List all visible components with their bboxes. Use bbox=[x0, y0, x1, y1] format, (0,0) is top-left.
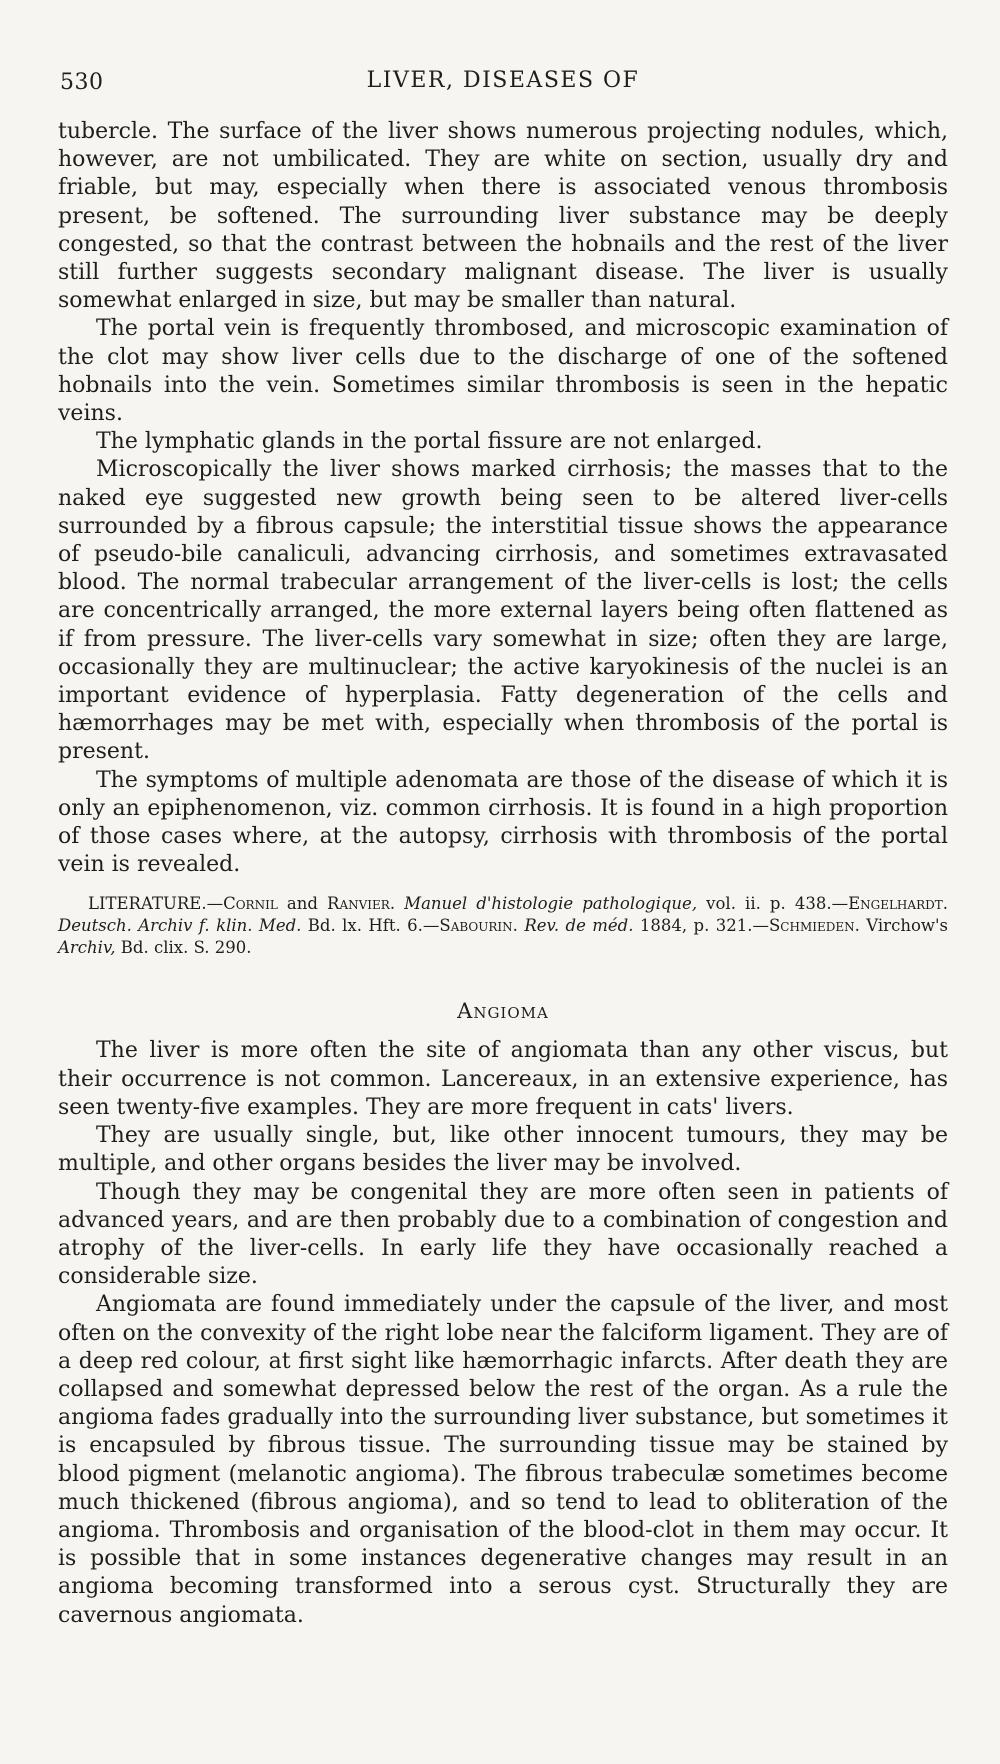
section-angioma bbox=[58, 1037, 948, 1629]
reference-work: Rev. de méd. bbox=[524, 916, 634, 936]
reference-work: Archiv, bbox=[58, 938, 116, 958]
running-head bbox=[58, 64, 948, 104]
paragraph: The symptoms of multiple adenomata are those of the disease of which it is only an epiphenomenon, viz. common cirrhosis. It is found in a high proportion of those cases where, at the autopsy, cirrhosis with thrombosis of the portal vein is revealed. bbox=[58, 767, 948, 878]
reference-text: 1884, p. 321.— bbox=[633, 916, 769, 936]
paragraph: Though they may be congenital they are more often seen in patients of advanced years, and are then probably due to a combination of congestion and atrophy of the liver-cells. In early life they have occasionally reached a considerable size. bbox=[58, 1179, 948, 1290]
reference-work: Deutsch. Archiv f. klin. Med. bbox=[58, 916, 302, 936]
reference-author: Cornil bbox=[223, 894, 278, 914]
section-heading: Angioma bbox=[457, 999, 549, 1024]
paragraph: tubercle. The surface of the liver shows numerous projecting nodules, which, however, are not umbilicated. They are white on section, usually dry and friable, but may, especially when there is associated venous thrombosis present, be softened. The surrounding liver substance may be deeply congested, so that the contrast between the hobnails and the rest of the liver still further suggests secondary malignant disease. The liver is usually somewhat enlarged in size, but may be smaller than natural. bbox=[58, 119, 948, 314]
reference-text: Virchow's bbox=[859, 916, 949, 936]
reference-work: Manuel d'histologie pathologique, bbox=[404, 894, 698, 914]
paragraph: Microscopically the liver shows marked cirrhosis; the masses that to the naked eye suggested new growth being seen to be altered liver-cells surrounded by a fibrous capsule; the interstitial tissue shows the appearance of pseudo-bile canaliculi, advancing cirrhosis, and sometimes extravasated blood. The normal trabecular arrangement of the liver-cells is lost; the cells are concentrically arranged, the more external layers being often flattened as if from pressure. The liver-cells vary somewhat in size; often they are large, occasionally they are multinuclear; the active karyokinesis of the nuclei is an important evidence of hyperplasia. Fatty degeneration of the cells and hæmorrhages may be met with, especially when thrombosis of the portal is present. bbox=[58, 457, 948, 765]
reference-author: Engelhardt. bbox=[848, 894, 948, 914]
reference-text: Bd. clix. S. 290. bbox=[115, 938, 252, 958]
literature-label: LITERATURE.— bbox=[88, 894, 224, 914]
paragraph: The lymphatic glands in the portal fissure are not enlarged. bbox=[96, 429, 763, 455]
running-title: LIVER, DISEASES OF bbox=[366, 68, 640, 93]
reference-text: and bbox=[277, 894, 328, 914]
paragraph: The liver is more often the site of angiomata than any other viscus, but their occurrence is not common. Lancereaux, in an extensive experience, has seen twenty-five examples. They are more frequent in cats' livers. bbox=[58, 1038, 948, 1120]
paragraph: The portal vein is frequently thrombosed, and microscopic examination of the clot may show liver cells due to the discharge of one of the softened hobnails into the vein. Sometimes similar thrombosis is seen in the hepatic veins. bbox=[58, 316, 948, 427]
reference-text: Bd. lx. Hft. 6.— bbox=[301, 916, 440, 936]
paragraph: Angiomata are found immediately under the capsule of the liver, and most often on the convexity of the right lobe near the falciform ligament. They are of a deep red colour, at first sight like hæmorrhagic infarcts. After death they are collapsed and somewhat depressed below the rest of the organ. As a rule the angioma fades gradually into the surrounding liver substance, but sometimes it is encapsuled by fibrous tissue. The surrounding tissue may be stained by blood pigment (melanotic angioma). The fibrous trabeculæ sometimes become much thickened (fibrous angioma), and so tend to lead to obliteration of the angioma. Thrombosis and organisation of the blood-clot in them may occur. It is possible that in some instances degenerative changes may result in an angioma becoming transformed into a serous cyst. Structurally they are cavernous angiomata. bbox=[58, 1292, 948, 1628]
page-number: 530 bbox=[60, 70, 104, 95]
paragraph: They are usually single, but, like other innocent tumours, they may be multiple, and other organs besides the liver may be involved. bbox=[58, 1123, 948, 1177]
literature-references bbox=[58, 893, 948, 959]
reference-author: Sabourin. bbox=[439, 916, 518, 936]
section-adenoma-continuation bbox=[58, 118, 948, 879]
reference-author: Ranvier. bbox=[327, 894, 396, 914]
reference-text: vol. ii. p. 438.— bbox=[697, 894, 849, 914]
reference-author: Schmieden. bbox=[769, 916, 860, 936]
